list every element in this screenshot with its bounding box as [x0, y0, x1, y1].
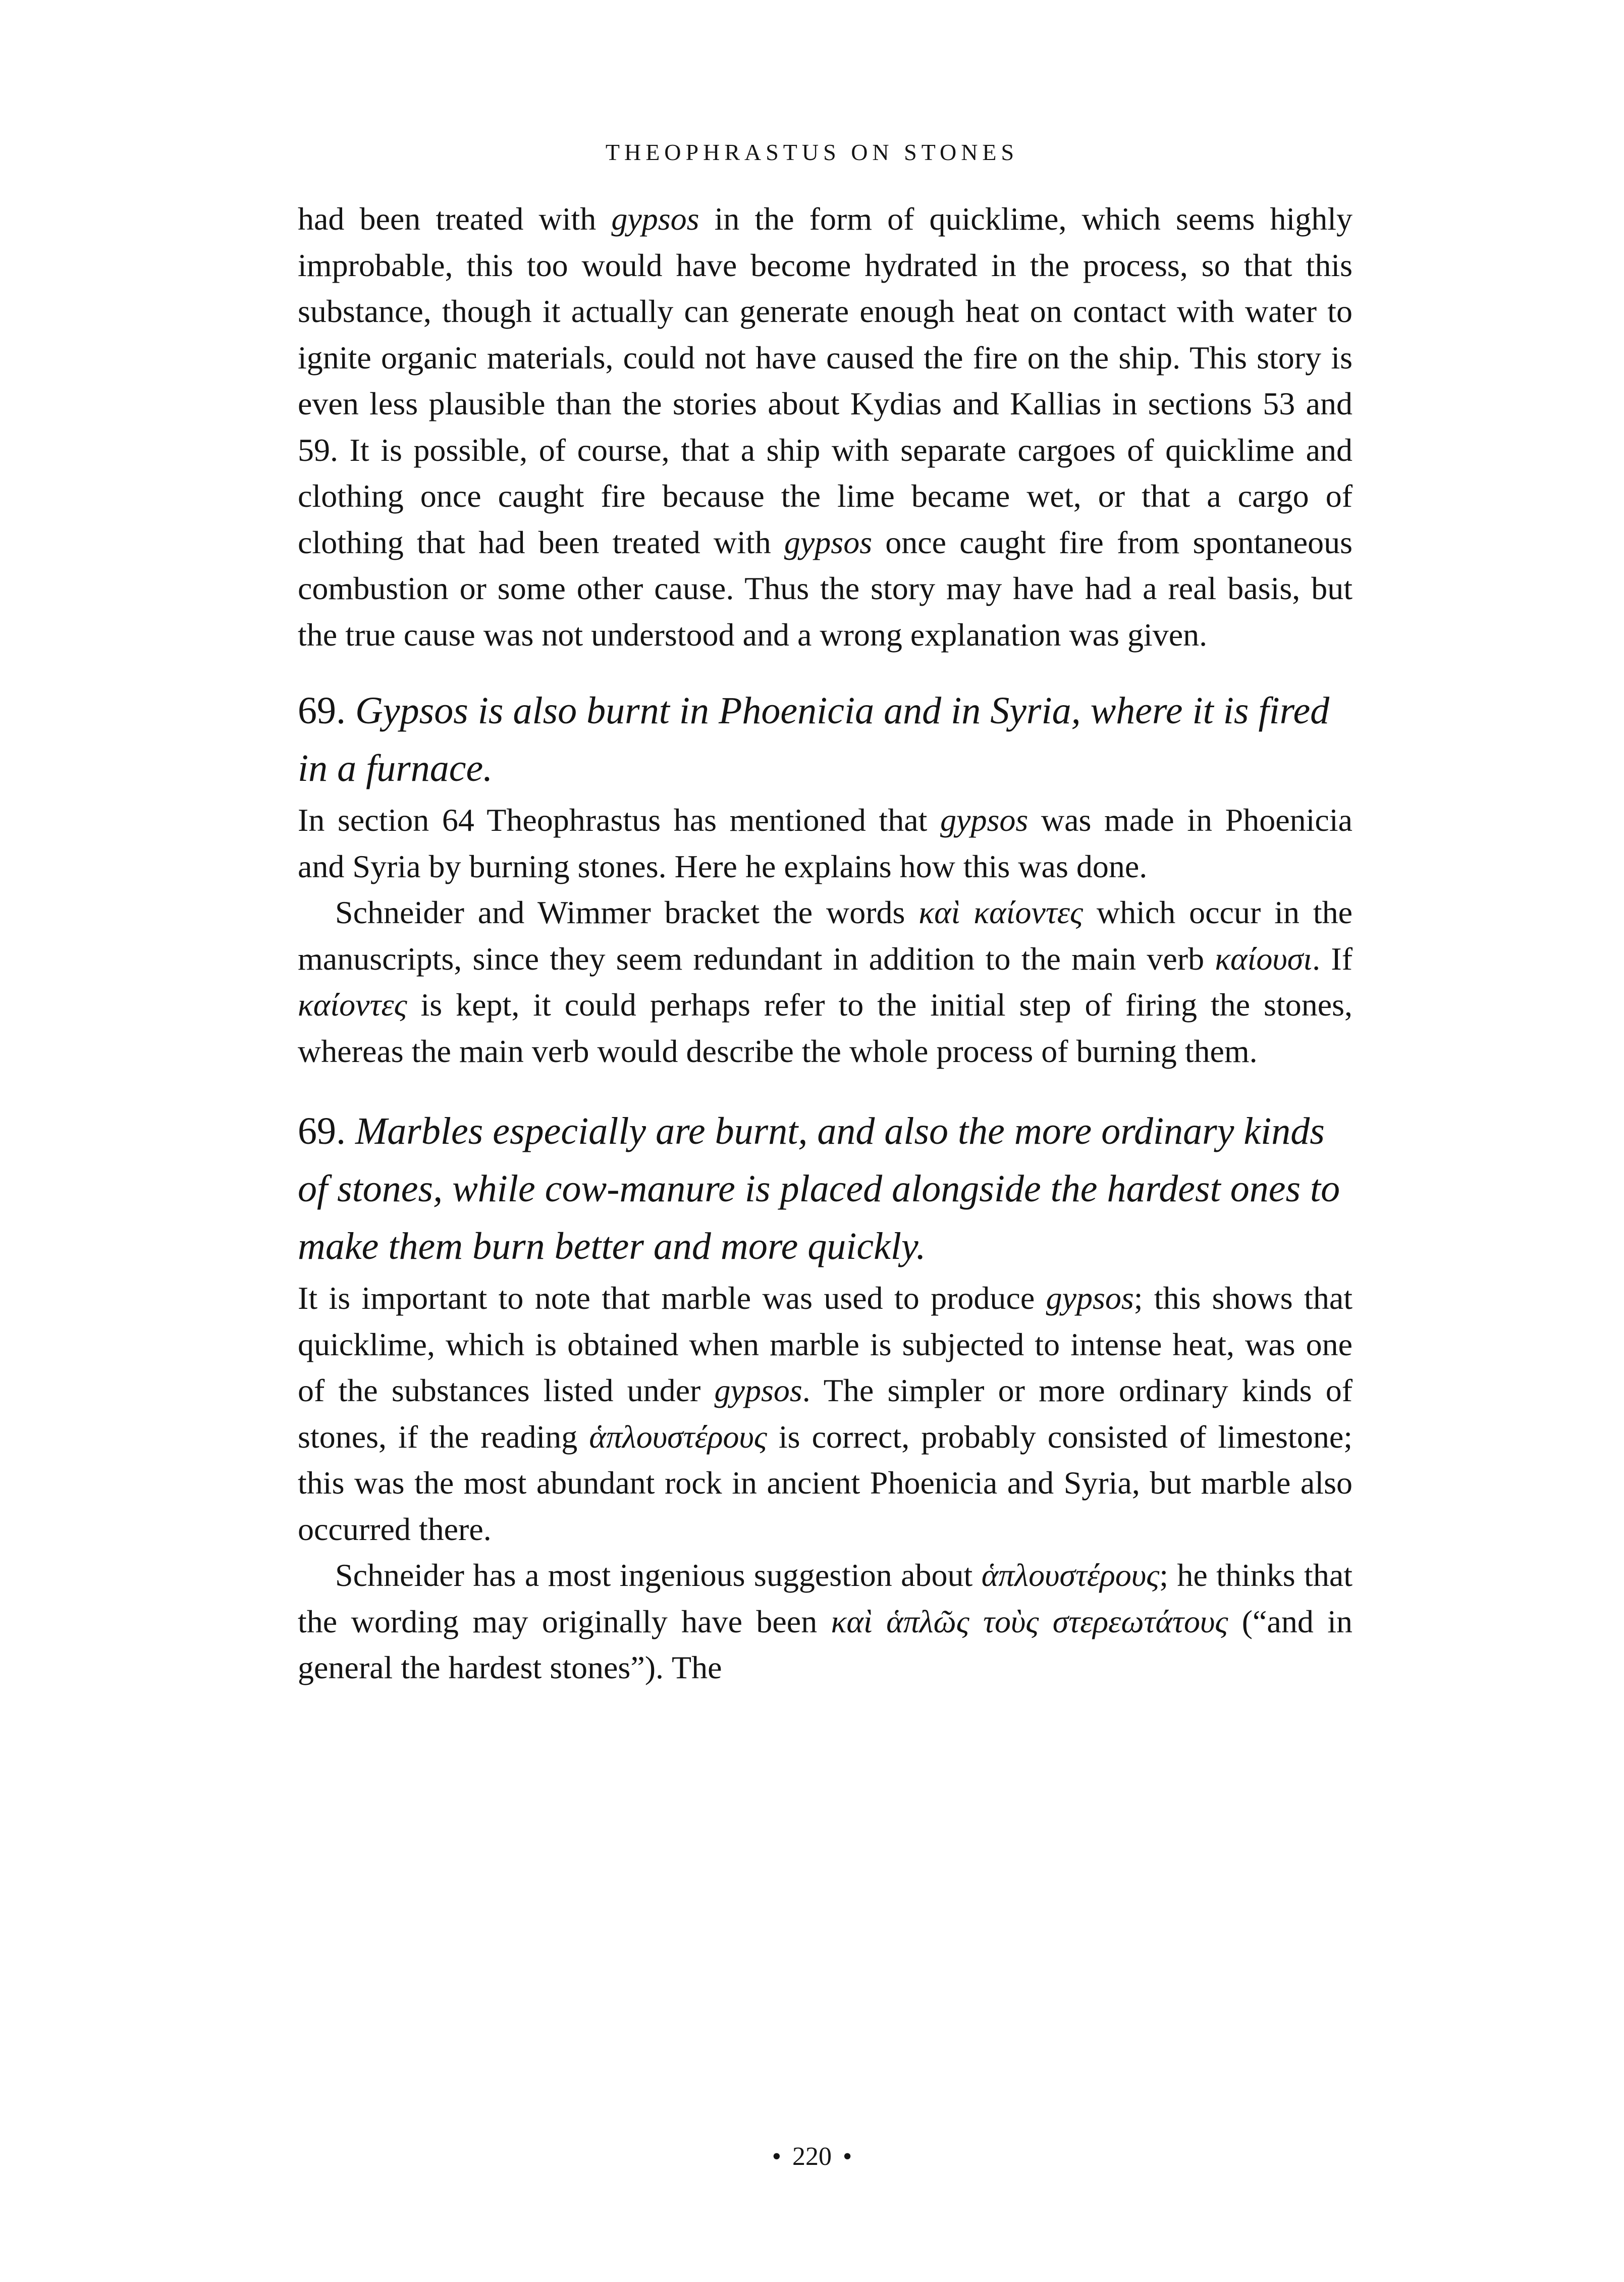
- text-run: Schneider and Wimmer bracket the words: [335, 894, 919, 930]
- greek-term: καὶ ἁπλῶς τοὺς στερεωτάτους: [831, 1603, 1228, 1639]
- section-number: 69.: [298, 689, 346, 732]
- text-run: (“and in general the hardest stones”). The: [298, 1603, 1353, 1685]
- text-run: ; this shows that quicklime, which is obtained when marble is subjected to intense heat, was one of the substances listed under: [298, 1280, 1353, 1408]
- italic-term: gypsos: [714, 1372, 802, 1408]
- text-run: ; he thinks that the wording may originally have been: [298, 1557, 1353, 1639]
- folio-ornament: •: [843, 2142, 852, 2171]
- section-lemma-69-furnace: [298, 682, 1352, 797]
- running-head: THEOPHRASTUS ON STONES: [605, 139, 1019, 165]
- commentary-paragraph: [298, 1275, 1352, 1552]
- text-run: was made in Phoenicia and Syria by burning stones. Here he explains how this was done.: [298, 802, 1353, 884]
- commentary-paragraph: [298, 1552, 1352, 1691]
- greek-term: ἁπλουστέρους: [589, 1418, 767, 1455]
- greek-term: ἁπλουστέρους: [981, 1557, 1160, 1593]
- body-text: [298, 196, 1352, 1691]
- text-run: in the form of quicklime, which seems highly improbable, this too would have become hydrated in the process, so that this substance, though it actually can generate enough heat on contact with water to ignite organic materials, could not have caused the fire on the ship. This story is even less plausible than the stories about Kydias and Kallias in sections 53 and 59. It is possible, of course, that a ship with separate cargoes of quicklime and clothing once caught fire because the lime became wet, or that a cargo of clothing that had been treated with: [298, 201, 1353, 560]
- text-run: . The simpler or more ordinary kinds of stones, if the reading: [298, 1372, 1352, 1455]
- text-run: had been treated with: [298, 201, 612, 237]
- commentary-paragraph: [298, 797, 1352, 889]
- page-number: [0, 2139, 1624, 2174]
- section-lemma-69-marbles: [298, 1102, 1352, 1275]
- commentary-paragraph: [298, 889, 1352, 1074]
- section-number: 69.: [298, 1110, 346, 1152]
- lemma-text: Marbles especially are burnt, and also the more ordinary kinds of stones, while cow-manure is placed alongside the hardest ones to make them burn better and more quickly.: [298, 1110, 1340, 1267]
- italic-term: gypsos: [940, 802, 1028, 838]
- italic-term: gypsos: [1046, 1280, 1134, 1316]
- greek-term: καίοντες: [298, 987, 407, 1023]
- page-number-value: 220: [792, 2142, 832, 2171]
- text-run: is kept, it could perhaps refer to the initial step of firing the stones, whereas the main verb would describe the whole process of burning them.: [298, 987, 1352, 1069]
- text-run: which occur in the manuscripts, since they seem redundant in addition to the main verb: [298, 894, 1353, 977]
- text-run: It is important to note that marble was used to produce: [298, 1280, 1046, 1316]
- greek-term: καὶ καίοντες: [918, 894, 1083, 930]
- italic-term: gypsos: [611, 201, 699, 237]
- text-run: is correct, probably consisted of limestone; this was the most abundant rock in ancient Phoenicia and Syria, but marble also occurred there.: [298, 1418, 1353, 1547]
- continuation-paragraph: [298, 196, 1352, 658]
- greek-term: καίουσι: [1215, 940, 1313, 977]
- folio-ornament: •: [772, 2142, 781, 2171]
- text-run: In section 64 Theophrastus has mentioned that: [298, 802, 941, 838]
- lemma-text: Gypsos is also burnt in Phoenicia and in Syria, where it is fired in a furnace.: [298, 689, 1330, 789]
- italic-term: gypsos: [784, 524, 873, 560]
- text-run: once caught fire from spontaneous combustion or some other cause. Thus the story may have had a real basis, but the true cause was not understood and a wrong explanation was given.: [298, 524, 1353, 653]
- text-run: . If: [1312, 940, 1352, 977]
- text-run: Schneider has a most ingenious suggestion about: [335, 1557, 982, 1593]
